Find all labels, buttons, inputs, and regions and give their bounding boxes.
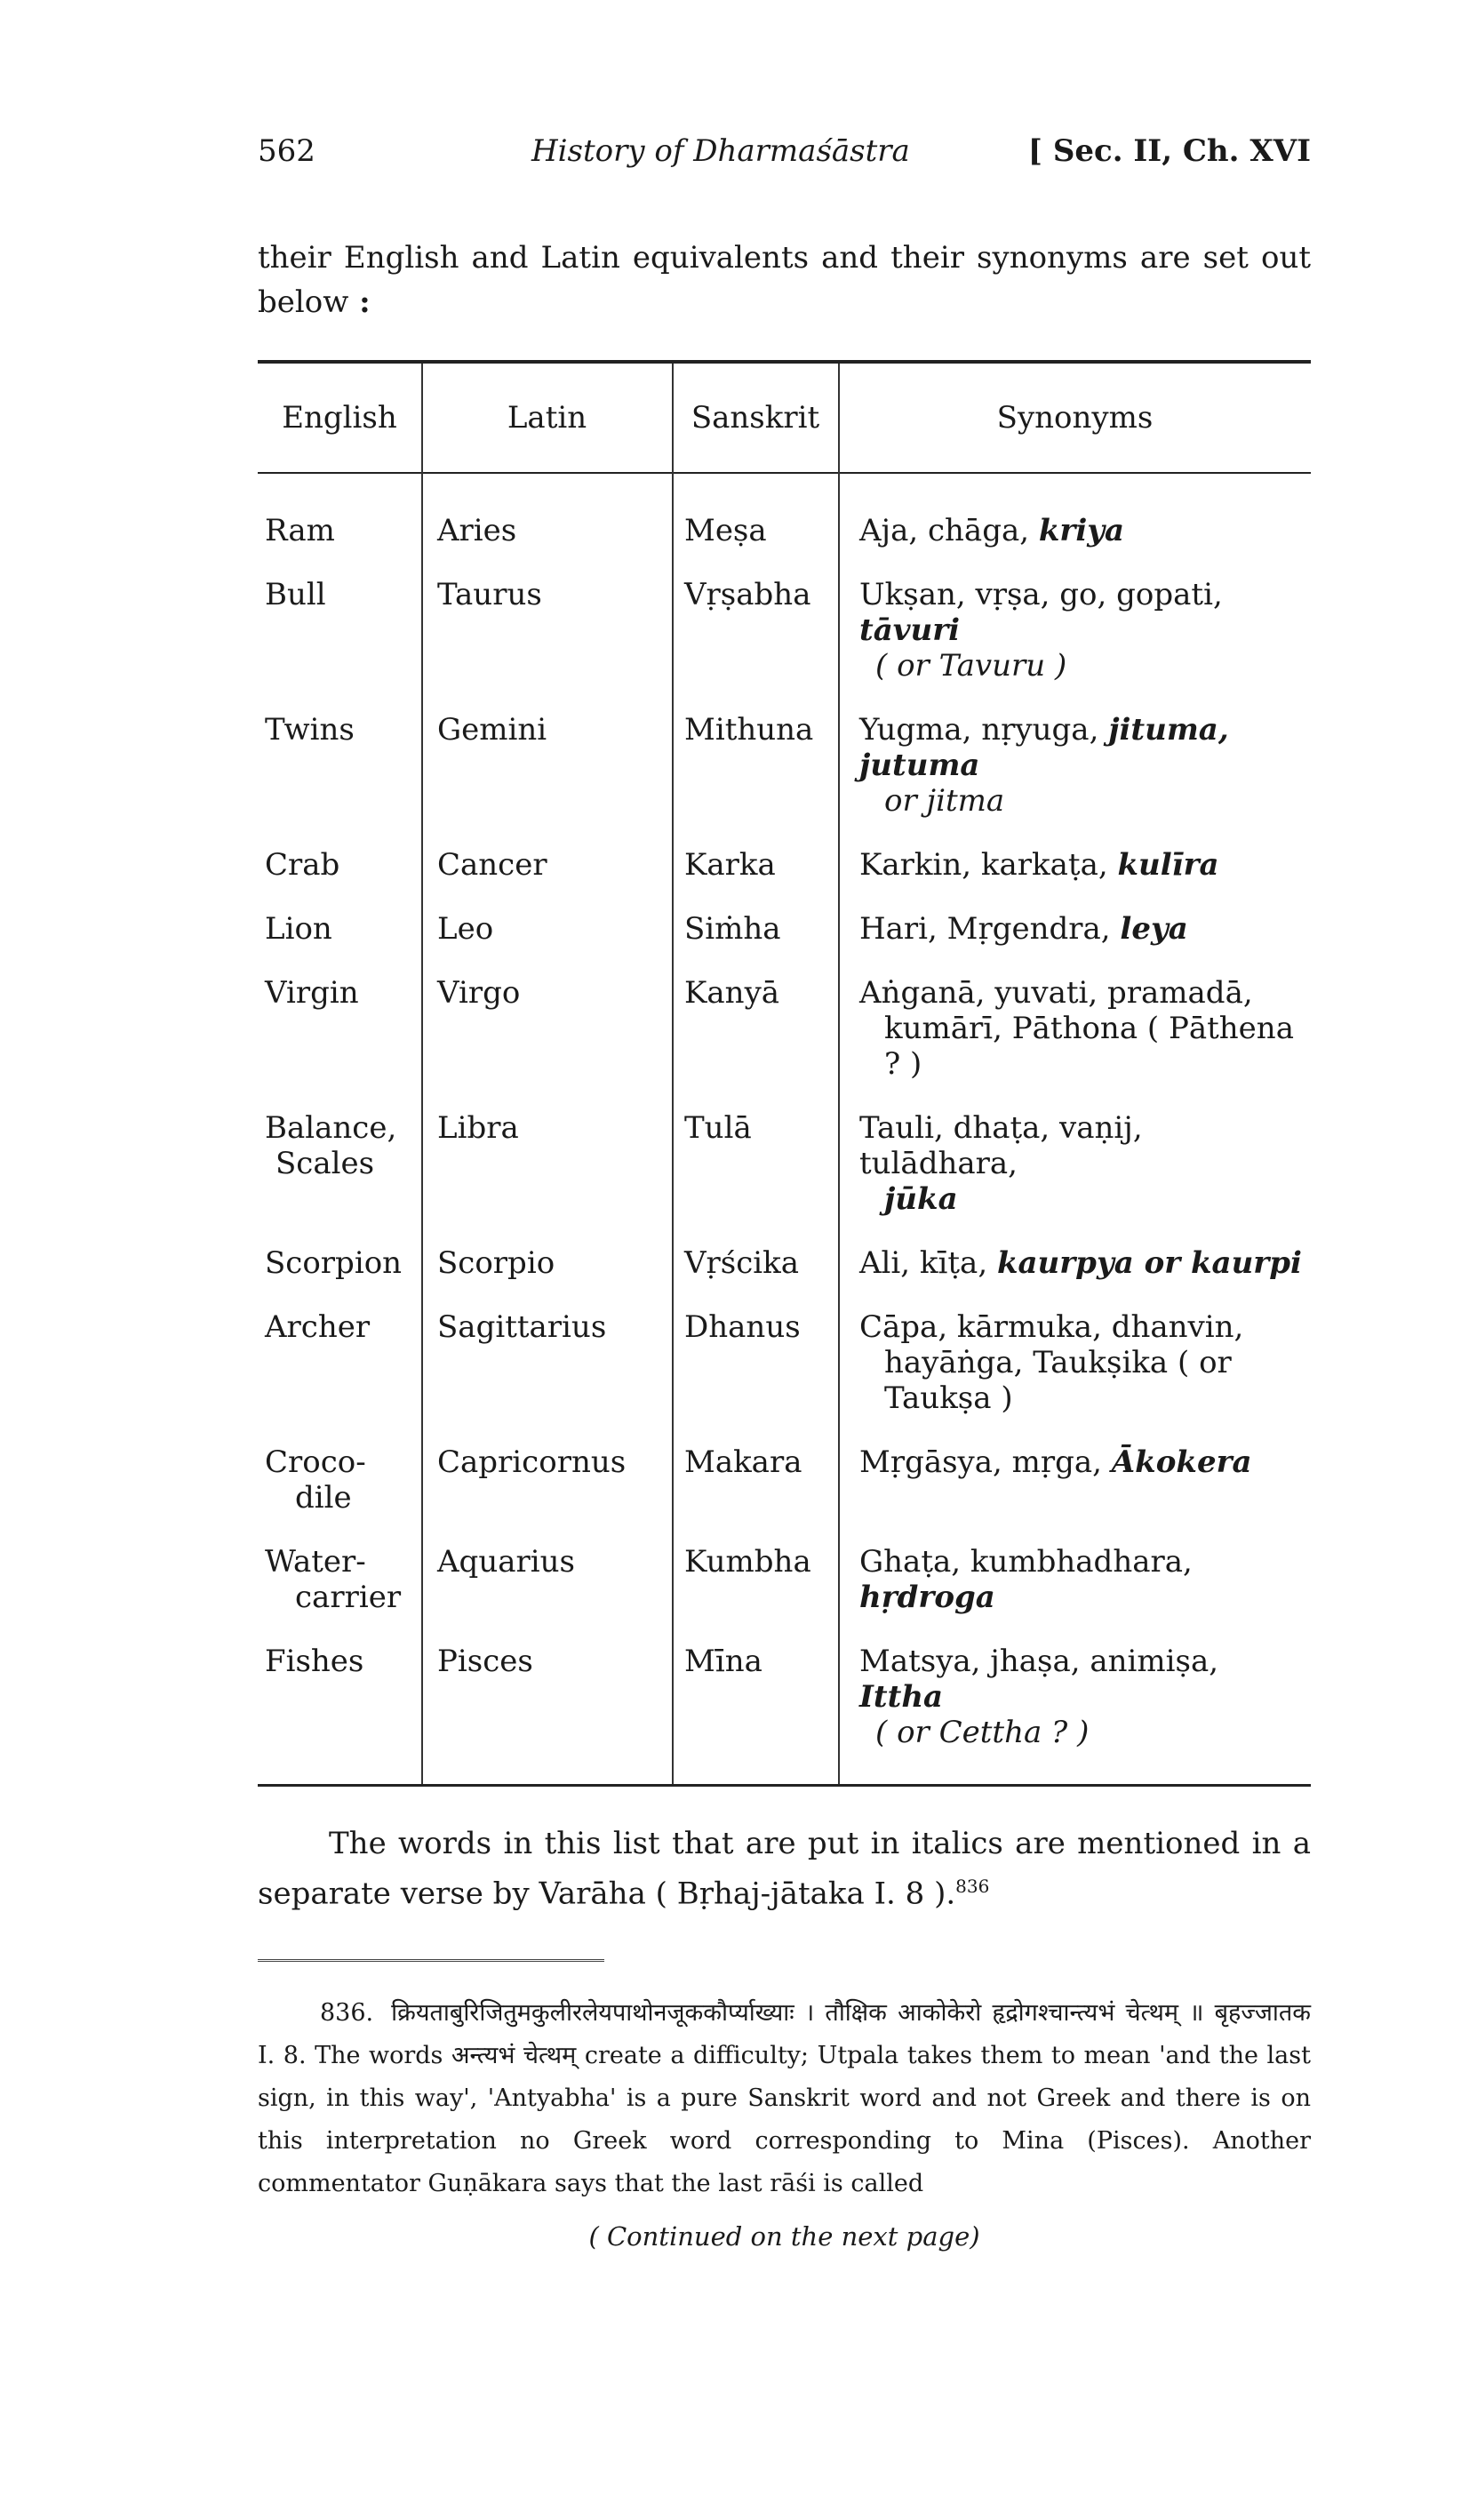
- latin-cell: Cancer: [422, 838, 673, 902]
- synonyms-line2: kumārī, Pāthona ( Pāthena ? ): [884, 1011, 1294, 1082]
- book-page: [258, 133, 1311, 2252]
- synonyms-line2: ( or Tavuru ): [875, 648, 1067, 684]
- synonyms-italic: kulīra: [1117, 847, 1219, 883]
- english-line2: dile: [295, 1480, 352, 1516]
- english-cell: Scorpion: [265, 1245, 403, 1281]
- english-cell: Ram: [265, 513, 335, 548]
- table-row: [258, 473, 1311, 568]
- intro-colon: :: [348, 284, 371, 320]
- synonyms-plain: Cāpa, kārmuka, dhanvin,: [859, 1309, 1244, 1345]
- header-english: English: [282, 400, 397, 436]
- sanskrit-cell: Dhanus: [673, 1300, 839, 1436]
- table-header-row: [258, 362, 1311, 473]
- synonyms-italic: Ittha: [859, 1679, 944, 1715]
- footnote-number: 836.: [320, 1999, 374, 2028]
- synonyms-cell: [839, 1236, 1311, 1300]
- english-cell: Lion: [265, 911, 332, 947]
- synonyms-cell: [839, 838, 1311, 902]
- synonyms-italic: leya: [1120, 911, 1188, 947]
- synonyms-cell: [839, 568, 1311, 703]
- sanskrit-cell: Mīna: [673, 1635, 839, 1786]
- english-cell: Fishes: [265, 1644, 364, 1679]
- synonyms-line2: hayāṅga, Taukṣika ( or Taukṣa ): [884, 1345, 1232, 1416]
- latin-cell: Libra: [422, 1101, 673, 1236]
- intro-text: their English and Latin equivalents and their synonyms are set out below: [258, 240, 1311, 320]
- sanskrit-cell: Kumbha: [673, 1535, 839, 1635]
- sanskrit-cell: Karka: [673, 838, 839, 902]
- synonyms-plain: Tauli, dhaṭa, vaṇij, tulādhara,: [859, 1110, 1143, 1181]
- english-cell: Twins: [265, 712, 355, 748]
- latin-cell: Sagittarius: [422, 1300, 673, 1436]
- sanskrit-cell: Mithuna: [673, 703, 839, 838]
- english-line2: Scales: [275, 1146, 375, 1181]
- latin-cell: Aquarius: [422, 1535, 673, 1635]
- synonyms-italic: kriya: [1038, 513, 1125, 548]
- synonyms-italic: hṛdroga: [859, 1580, 995, 1615]
- english-cell: [258, 1436, 422, 1535]
- table-row: [258, 1236, 1311, 1300]
- synonyms-plain: Hari, Mṛgendra,: [859, 911, 1121, 947]
- latin-cell: Scorpio: [422, 1236, 673, 1300]
- latin-cell: Virgo: [422, 966, 673, 1101]
- synonyms-cell: [839, 1635, 1311, 1786]
- table-row: [258, 1535, 1311, 1635]
- table-row: [258, 568, 1311, 703]
- english-line1: Croco-: [265, 1444, 366, 1480]
- header-latin: Latin: [422, 362, 673, 473]
- latin-cell: Capricornus: [422, 1436, 673, 1535]
- zodiac-table: [258, 360, 1311, 1787]
- english-cell: [258, 1101, 422, 1236]
- synonyms-plain: Mṛgāsya, mṛga,: [859, 1444, 1112, 1480]
- english-cell: Virgin: [265, 975, 359, 1011]
- synonyms-line2: or jitma: [884, 783, 1005, 819]
- synonyms-cell: [839, 902, 1311, 966]
- synonyms-cell: [839, 1436, 1311, 1535]
- sanskrit-cell: Tulā: [673, 1101, 839, 1236]
- synonyms-plain: Matsya, jhaṣa, animiṣa,: [859, 1644, 1219, 1679]
- table-row: [258, 703, 1311, 838]
- table-row: [258, 1436, 1311, 1535]
- synonyms-cell: [839, 966, 1311, 1101]
- synonyms-plain: Aṅganā, yuvati, pramadā,: [859, 975, 1253, 1011]
- table-row: [258, 1300, 1311, 1436]
- continued-note: ( Continued on the next page): [588, 2221, 980, 2252]
- english-cell: [258, 1535, 422, 1635]
- section-label: [ Sec. II, Ch. XVI: [1027, 133, 1311, 169]
- after-table-paragraph: [258, 1822, 1311, 1915]
- table-row: [258, 902, 1311, 966]
- synonyms-italic: kaurpya or kaurpi: [996, 1245, 1302, 1281]
- latin-cell: Pisces: [422, 1635, 673, 1786]
- sanskrit-cell: Kanyā: [673, 966, 839, 1101]
- sanskrit-cell: Vṛṣabha: [673, 568, 839, 703]
- synonyms-italic: Ākokera: [1111, 1444, 1252, 1480]
- synonyms-plain: Karkin, karkaṭa,: [859, 847, 1118, 883]
- synonyms-italic: jituma, jutuma: [859, 712, 1229, 783]
- intro-paragraph: [258, 236, 1311, 324]
- footnote-reference: 836: [955, 1876, 990, 1897]
- english-cell: Crab: [265, 847, 340, 883]
- table-row: [258, 838, 1311, 902]
- synonyms-cell: [839, 473, 1311, 568]
- synonyms-plain: Yugma, nṛyuga,: [859, 712, 1109, 748]
- synonyms-cell: [839, 1535, 1311, 1635]
- header-sanskrit: Sanskrit: [673, 362, 839, 473]
- latin-cell: Taurus: [422, 568, 673, 703]
- synonyms-plain: Ghaṭa, kumbhadhara,: [859, 1544, 1193, 1580]
- sanskrit-cell: Meṣa: [673, 473, 839, 568]
- footnote: [258, 1992, 1311, 2205]
- book-title: History of Dharmaśāstra: [531, 133, 910, 169]
- page-number: 562: [258, 133, 315, 169]
- latin-cell: Gemini: [422, 703, 673, 838]
- synonyms-cell: [839, 703, 1311, 838]
- english-line2: carrier: [295, 1580, 402, 1615]
- after-table-text: The words in this list that are put in italics are mentioned in a separate verse by Varāha ( Bṛhaj-jātaka I. 8 ).: [258, 1826, 1311, 1912]
- sanskrit-cell: Vṛścika: [673, 1236, 839, 1300]
- latin-cell: Leo: [422, 902, 673, 966]
- header-synonyms: Synonyms: [839, 362, 1311, 473]
- latin-cell: Aries: [422, 473, 673, 568]
- footnote-text: क्रियताबुरिजितुमकुलीरलेयपाथोनजूककौर्प्याख्याः । तौक्षिक आकोकेरो हृद्रोगश्चान्त्यभं चेत्थम् ॥ बृहज्जातक I. 8. The words अन्त्यभं चेत्थम् create a difficulty; Utpala takes them to mean 'and the last sign, in this way', 'Antyabha' is a pure Sanskrit word and not Greek and there is on this interpretation no Greek word corresponding to Mina (Pisces). Another commentator Guṇākara says that the last rāśi is called: [258, 1999, 1311, 2198]
- synonyms-plain: Ali, kīṭa,: [859, 1245, 997, 1281]
- english-line1: Water-: [265, 1544, 366, 1580]
- synonyms-plain: Ukṣan, vṛṣa, go, gopati,: [859, 577, 1223, 612]
- running-head: [258, 133, 1311, 187]
- sanskrit-cell: Makara: [673, 1436, 839, 1535]
- synonyms-line2: jūka: [884, 1181, 958, 1217]
- table-row: [258, 1101, 1311, 1236]
- synonyms-line2: ( or Cettha ? ): [875, 1715, 1090, 1750]
- synonyms-cell: [839, 1300, 1311, 1436]
- english-line1: Balance,: [265, 1110, 397, 1146]
- sanskrit-cell: Siṁha: [673, 902, 839, 966]
- synonyms-italic: tāvuri: [859, 612, 961, 648]
- synonyms-plain: Aja, chāga,: [859, 513, 1039, 548]
- english-cell: Archer: [265, 1309, 371, 1345]
- english-cell: Bull: [265, 577, 326, 612]
- synonyms-cell: [839, 1101, 1311, 1236]
- table-row: [258, 1635, 1311, 1786]
- footnote-divider: [258, 1959, 604, 1965]
- table-row: [258, 966, 1311, 1101]
